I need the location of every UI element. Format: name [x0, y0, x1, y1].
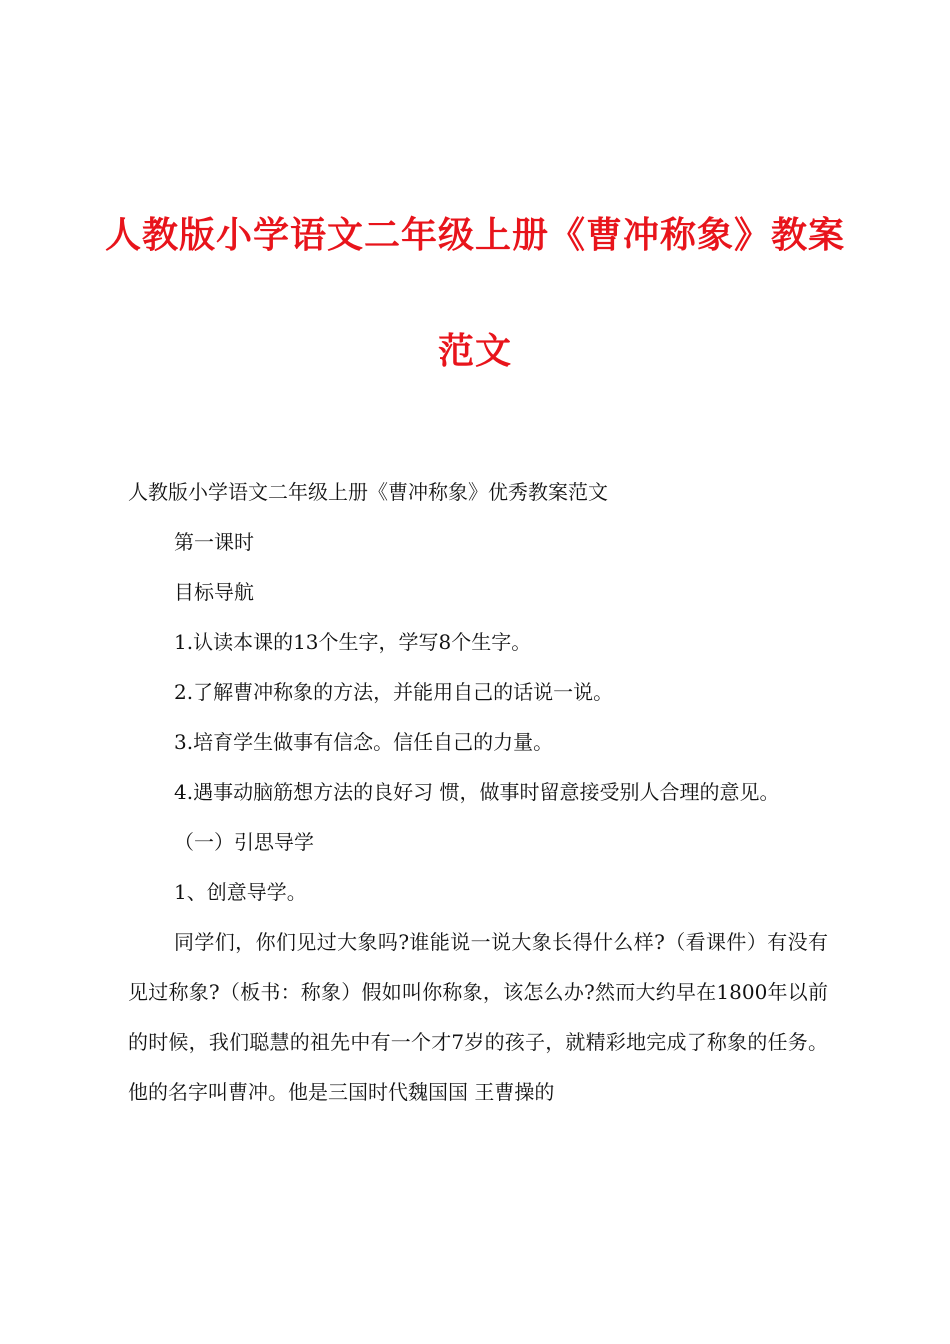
document-subtitle: 人教版小学语文二年级上册《曹冲称象》优秀教案范文	[128, 480, 608, 504]
goal-item-2: 2.了解曹冲称象的方法，并能用自己的话说一说。	[174, 680, 614, 704]
section-heading: （一）引思导学	[174, 830, 314, 854]
goal-item-1: 1.认读本课的13个生字，学写8个生字。	[174, 630, 532, 654]
goal-heading: 目标导航	[174, 580, 254, 604]
document-body	[128, 467, 828, 1117]
document-title-line-1: 人教版小学语文二年级上册《曹冲称象》教案	[104, 215, 845, 256]
lesson-label: 第一课时	[174, 530, 254, 554]
document-title-line-2: 范文	[437, 331, 512, 372]
goal-item-4: 4.遇事动脑筋想方法的良好习 惯，做事时留意接受别人合理的意见。	[174, 780, 780, 804]
intro-paragraph: 同学们，你们见过大象吗?谁能说一说大象长得什么样?（看课件）有没有见过称象?（板书：称象）假如叫你称象，该怎么办?然而大约早在1800年以前的时候，我们聪慧的祖先中有一个才7岁的孩子，就精彩地完成了称象的任务。他的名字叫曹冲。他是三国时代魏国国 王曹操的	[128, 930, 828, 1104]
step-1-heading: 1、创意导学。	[174, 880, 307, 904]
goal-item-3: 3.培育学生做事有信念。信任自己的力量。	[174, 730, 554, 754]
